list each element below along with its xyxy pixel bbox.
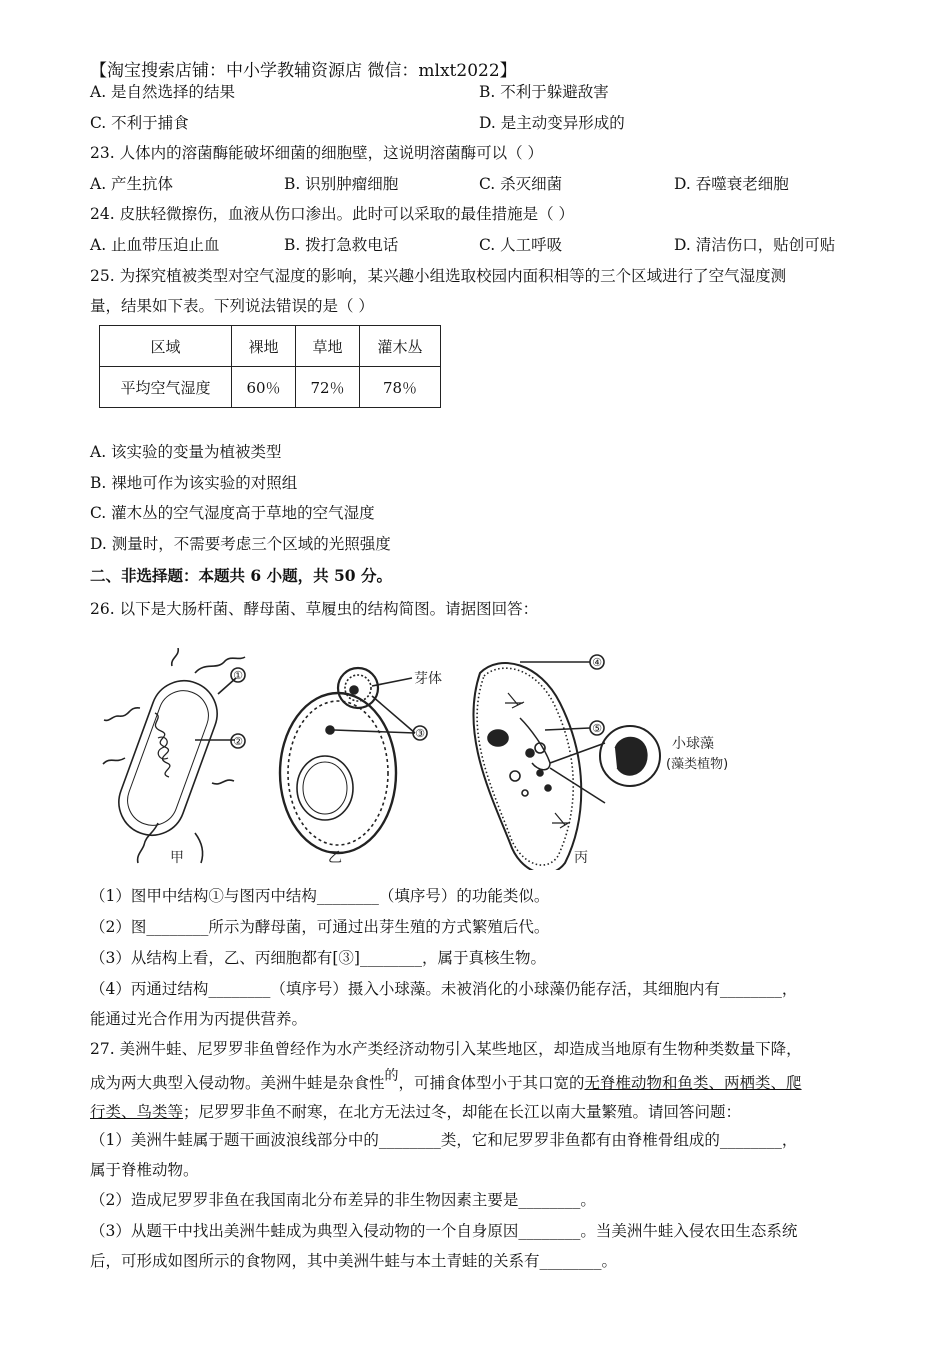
- q24-stem: 24. 皮肤轻微擦伤，血液从伤口渗出。此时可以采取的最佳措施是（ ）: [90, 205, 575, 223]
- q27-sub1-line1: （1）美洲牛蛙属于题干画波浪线部分中的________类，它和尼罗罗非鱼都有由脊椎骨组成的________，: [90, 1131, 798, 1149]
- table-header-grass: 草地: [296, 326, 360, 367]
- q24-option-c: C. 人工呼吸: [479, 236, 563, 254]
- header-banner: 【淘宝搜索店铺：中小学教辅资源店 微信：mlxt2022】: [90, 61, 517, 81]
- q27-sub3-line2: 后，可形成如图所示的食物网，其中美洲牛蛙与本土青蛙的关系有________。: [90, 1252, 618, 1270]
- q26-sub2: （2）图________所示为酵母菌，可通过出芽生殖的方式繁殖后代。: [90, 918, 550, 936]
- q23-stem: 23. 人体内的溶菌酶能破坏细菌的细胞壁，这说明溶菌酶可以（ ）: [90, 144, 544, 162]
- q25-stem-line2: 量，结果如下表。下列说法错误的是（ ）: [90, 297, 374, 315]
- q22-option-b: B. 不利于躲避敌害: [479, 83, 609, 101]
- figure-label-3: ③: [415, 727, 425, 740]
- figure-bud-label: 芽体: [414, 671, 442, 687]
- q27-para-line1: 27. 美洲牛蛙、尼罗罗非鱼曾经作为水产类经济动物引入某些地区，却造成当地原有生物种类数量下降，: [90, 1040, 802, 1058]
- q27-sub3-line1: （3）从题干中找出美洲牛蛙成为典型入侵动物的一个自身原因________。当美洲牛蛙入侵农田生态系统: [90, 1222, 798, 1240]
- q23-option-c: C. 杀灭细菌: [479, 175, 563, 193]
- q25-option-a: A. 该实验的变量为植被类型: [90, 443, 282, 461]
- q27-sub2: （2）造成尼罗罗非鱼在我国南北分布差异的非生物因素主要是________。: [90, 1191, 596, 1209]
- figure-label-4: ④: [592, 656, 602, 669]
- q25-option-c: C. 灌木丛的空气湿度高于草地的空气湿度: [90, 504, 375, 522]
- ecoli-diagram: [103, 648, 245, 863]
- q26-sub3: （3）从结构上看，乙、丙细胞都有[③]________，属于真核生物。: [90, 949, 546, 967]
- q23-option-b: B. 识别肿瘤细胞: [284, 175, 399, 193]
- table-row: [100, 367, 441, 408]
- q24-option-b: B. 拨打急救电话: [284, 236, 399, 254]
- humidity-table: [99, 325, 441, 408]
- q23-option-d: D. 吞噬衰老细胞: [674, 175, 789, 193]
- q25-option-d: D. 测量时，不需要考虑三个区域的光照强度: [90, 535, 391, 553]
- q26-sub4-line2: 能通过光合作用为丙提供营养。: [90, 1010, 308, 1028]
- figure-label-5: ⑤: [592, 722, 602, 735]
- table-cell-bare: 60％: [232, 367, 296, 408]
- q22-option-d: D. 是主动变异形成的: [479, 114, 625, 132]
- cell-structure-figure: [100, 648, 790, 870]
- figure-yi-label: 乙: [328, 850, 342, 866]
- figure-chlorella-note: (藻类植物): [666, 757, 729, 772]
- q27-sub1-line2: 属于脊椎动物。: [90, 1161, 199, 1179]
- q24-option-a: A. 止血带压迫止血: [90, 236, 220, 254]
- figure-bing-label: 丙: [574, 850, 588, 866]
- figure-label-2: ②: [233, 735, 243, 748]
- q26-sub4-line1: （4）丙通过结构________（填序号）摄入小球藻。未被消化的小球藻仍能存活，其细胞内有________，: [90, 980, 798, 998]
- q27-para-line3: [90, 1102, 741, 1122]
- q27-wavy-underline-text: 无脊椎动物和鱼类、两栖类、爬: [584, 1074, 802, 1092]
- figure-chlorella-label: 小球藻: [672, 736, 714, 752]
- table-cell-grass: 72％: [296, 367, 360, 408]
- q27-text: 成为两大典型入侵动物。美洲牛蛙是杂食性: [90, 1074, 385, 1092]
- q26-stem: 26. 以下是大肠杆菌、酵母菌、草履虫的结构简图。请据图回答：: [90, 600, 539, 618]
- q25-stem-line1: 25. 为探究植被类型对空气湿度的影响，某兴趣小组选取校园内面积相等的三个区域进行了空气湿度测: [90, 267, 787, 285]
- q27-text: ；尼罗罗非鱼不耐寒，在北方无法过冬，却能在长江以南大量繁殖。请回答问题：: [183, 1103, 742, 1121]
- q24-option-d: D. 清洁伤口，贴创可贴: [674, 236, 836, 254]
- q27-text-superscript: 的: [384, 1068, 399, 1084]
- table-header-region: 区域: [100, 326, 232, 367]
- q27-para-line2: [90, 1068, 802, 1094]
- table-header-row: [100, 326, 441, 367]
- q27-text: ，可捕食体型小于其口宽的: [398, 1074, 585, 1092]
- table-cell-shrub: 78％: [360, 367, 441, 408]
- q22-option-a: A. 是自然选择的结果: [90, 83, 236, 101]
- figure-jia-label: 甲: [170, 850, 184, 866]
- section-heading: 二、非选择题：本题共 6 小题，共 50 分。: [90, 566, 392, 585]
- q22-option-c: C. 不利于捕食: [90, 114, 189, 132]
- q25-option-b: B. 裸地可作为该实验的对照组: [90, 474, 298, 492]
- q23-option-a: A. 产生抗体: [90, 175, 174, 193]
- q26-sub1: （1）图甲中结构①与图丙中结构________（填序号）的功能类似。: [90, 887, 550, 905]
- table-header-bare: 裸地: [232, 326, 296, 367]
- q27-wavy-underline-text: 行类、鸟类等: [90, 1103, 184, 1121]
- table-cell-label: 平均空气湿度: [100, 367, 232, 408]
- paramecium-diagram: [473, 655, 660, 870]
- table-header-shrub: 灌木丛: [360, 326, 441, 367]
- yeast-diagram: [280, 668, 427, 853]
- figure-label-1: ①: [233, 669, 243, 682]
